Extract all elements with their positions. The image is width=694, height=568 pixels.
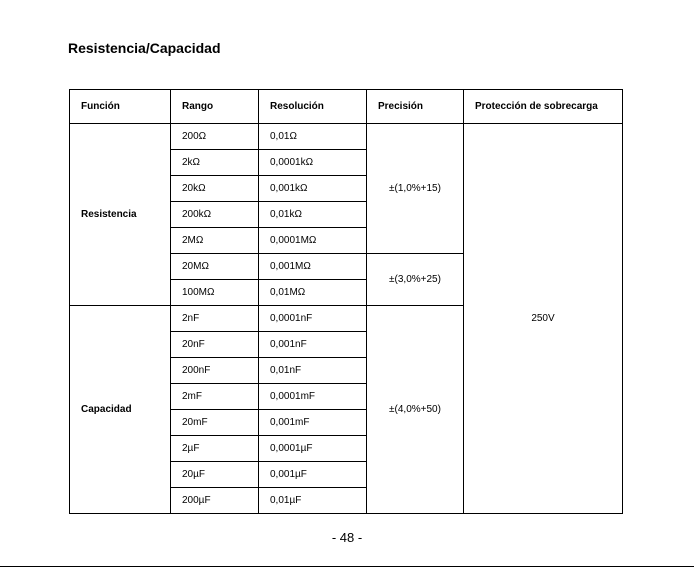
range-cell: 20kΩ — [171, 176, 259, 202]
table-row — [70, 124, 623, 150]
header-proteccion: Protección de sobrecarga — [464, 90, 623, 124]
resolution-cell: 0,001mF — [259, 410, 367, 436]
overload-protection: 250V — [464, 124, 623, 514]
header-resolucion: Resolución — [259, 90, 367, 124]
header-funcion: Función — [70, 90, 171, 124]
resolution-cell: 0,01Ω — [259, 124, 367, 150]
resolution-cell: 0,0001MΩ — [259, 228, 367, 254]
range-cell: 20µF — [171, 462, 259, 488]
range-cell: 2µF — [171, 436, 259, 462]
resolution-cell: 0,001µF — [259, 462, 367, 488]
range-cell: 100MΩ — [171, 280, 259, 306]
resolution-cell: 0,0001µF — [259, 436, 367, 462]
range-cell: 2kΩ — [171, 150, 259, 176]
header-precision: Precisión — [367, 90, 464, 124]
bottom-rule — [0, 566, 694, 567]
function-resistance: Resistencia — [70, 124, 171, 306]
resolution-cell: 0,01MΩ — [259, 280, 367, 306]
resolution-cell: 0,001nF — [259, 332, 367, 358]
resolution-cell: 0,01kΩ — [259, 202, 367, 228]
range-cell: 20nF — [171, 332, 259, 358]
resolution-cell: 0,001kΩ — [259, 176, 367, 202]
resolution-cell: 0,01µF — [259, 488, 367, 514]
resolution-cell: 0,001MΩ — [259, 254, 367, 280]
range-cell: 2MΩ — [171, 228, 259, 254]
precision-resistance-1: ±(1,0%+15) — [367, 124, 464, 254]
resolution-cell: 0,0001nF — [259, 306, 367, 332]
range-cell: 2nF — [171, 306, 259, 332]
page-number: - 48 - — [331, 530, 363, 545]
resolution-cell: 0,01nF — [259, 358, 367, 384]
range-cell: 20MΩ — [171, 254, 259, 280]
range-cell: 200µF — [171, 488, 259, 514]
range-cell: 2mF — [171, 384, 259, 410]
function-capacitance: Capacidad — [70, 306, 171, 514]
spec-table — [69, 89, 623, 514]
page-title: Resistencia/Capacidad — [68, 40, 221, 56]
precision-resistance-2: ±(3,0%+25) — [367, 254, 464, 306]
range-cell: 200nF — [171, 358, 259, 384]
range-cell: 20mF — [171, 410, 259, 436]
range-cell: 200kΩ — [171, 202, 259, 228]
precision-capacitance: ±(4,0%+50) — [367, 306, 464, 514]
resolution-cell: 0,0001mF — [259, 384, 367, 410]
range-cell: 200Ω — [171, 124, 259, 150]
header-rango: Rango — [171, 90, 259, 124]
resolution-cell: 0,0001kΩ — [259, 150, 367, 176]
table-header-row — [70, 90, 623, 124]
